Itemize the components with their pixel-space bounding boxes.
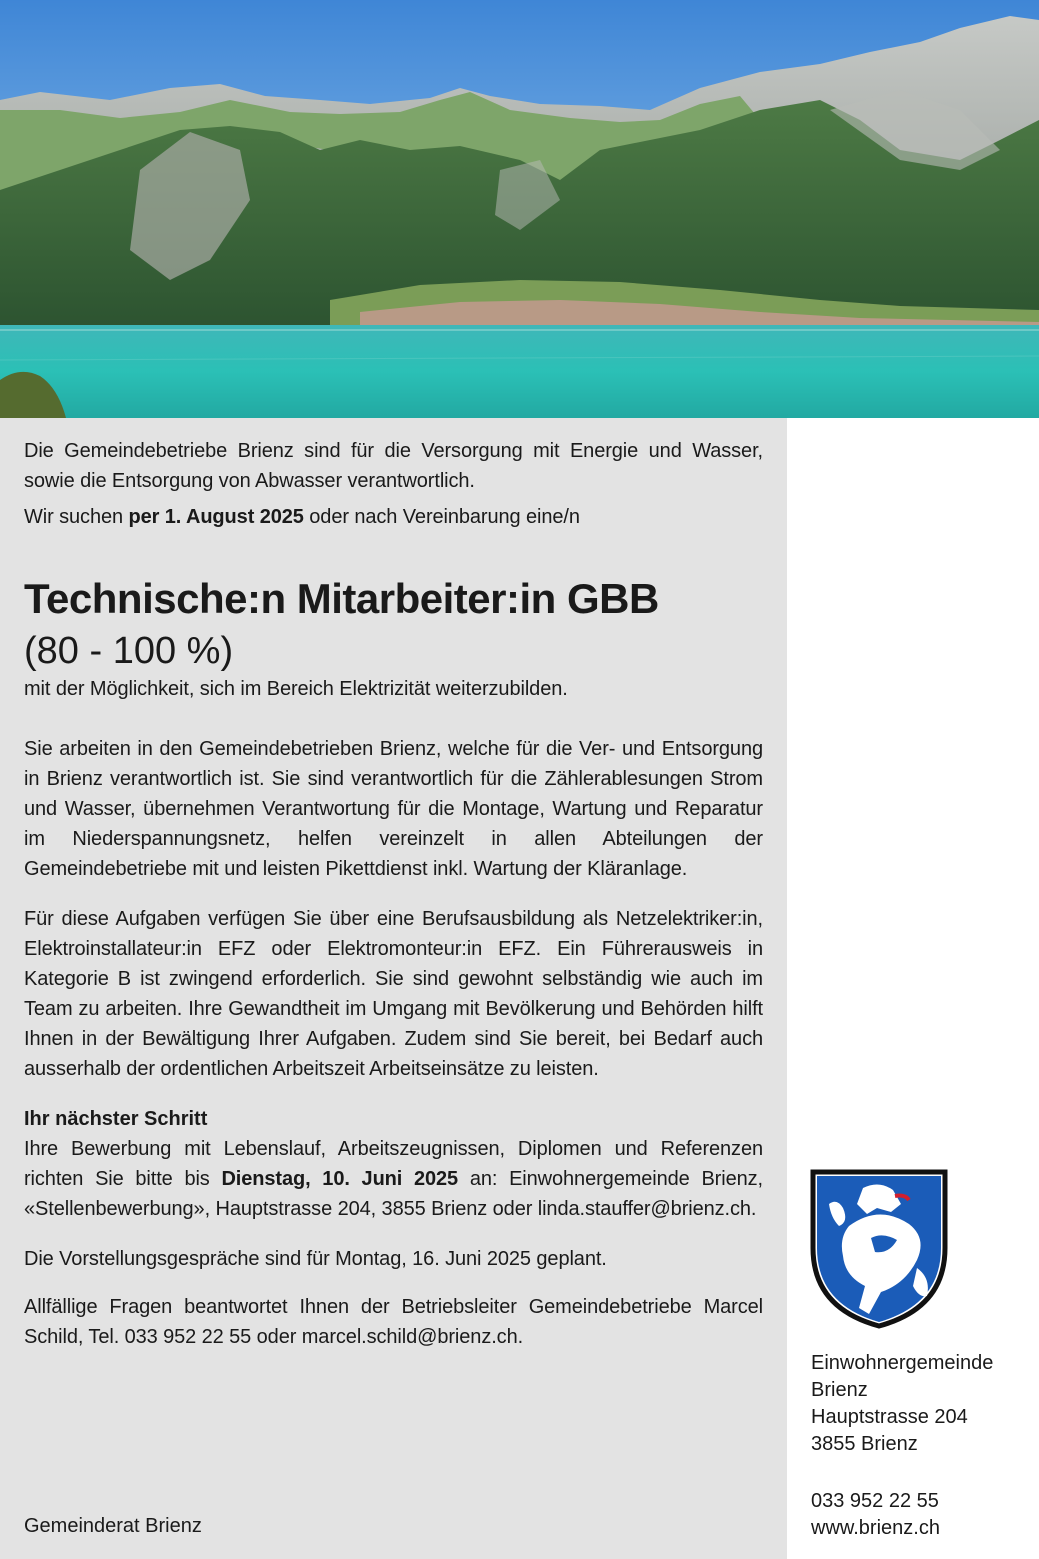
postal-city: 3855 Brienz xyxy=(811,1433,918,1455)
search-prefix: Wir suchen xyxy=(24,506,129,528)
sidebar-panel xyxy=(787,418,1039,1559)
org-name-line2: Brienz xyxy=(811,1379,868,1401)
tasks-paragraph: Sie arbeiten in den Gemeindebetrieben Brienz, welche für die Ver- und Entsorgung in Brienz verantwortlich ist. Sie sind verantwortlich für die Zählerablesungen Strom und Wasser, übernehmen Verantwortung für die Montage, Wartung und Reparatur im Niederspannungsnetz, helfen vereinzelt in allen Abteilungen der Gemeindebetriebe mit und leisten Pikettdienst inkl. Wartung der Kläranlage. xyxy=(24,738,763,880)
application-suffix: an: Einwohnergemeinde Brienz, «Stellenbewerbung», Hauptstrasse 204, 3855 Brienz oder linda.stauffer@brienz.ch. xyxy=(24,1168,763,1220)
org-name-line1: Einwohnergemeinde xyxy=(811,1352,994,1374)
application-prefix: Ihre Bewerbung mit Lebenslauf, Arbeitszeugnissen, Diplomen und Referenzen richten Sie bitte bis xyxy=(24,1138,763,1190)
contact-block xyxy=(811,1488,940,1542)
start-date: per 1. August 2025 xyxy=(128,506,304,528)
phone-number[interactable]: 033 952 22 55 xyxy=(811,1490,939,1512)
job-subline: mit der Möglichkeit, sich im Bereich Elektrizität weiterzubilden. xyxy=(24,678,568,700)
street-address: Hauptstrasse 204 xyxy=(811,1406,968,1428)
next-step-heading: Ihr nächster Schritt xyxy=(24,1108,208,1130)
search-line xyxy=(24,502,763,532)
address-block xyxy=(811,1350,993,1458)
requirements-paragraph: Für diese Aufgaben verfügen Sie über eine Berufsausbildung als Netzelektriker:in, Elektroinstallateur:in EFZ oder Elektromonteur:in EFZ. Ein Führerausweis in Kategorie B ist zwingend erforderlich. Sie sind gewohnt selbständig wie auch im Team zu arbeiten. Ihre Gewandtheit im Umgang mit Bevölkerung und Behörden hilft Ihnen in der Bewältigung Ihrer Aufgaben. Zudem sind Sie bereit, bei Bedarf auch ausserhalb der ordentlichen Arbeitszeit Arbeitseinsätze zu leisten. xyxy=(24,908,763,1080)
application-deadline: Dienstag, 10. Juni 2025 xyxy=(221,1168,459,1190)
signature: Gemeinderat Brienz xyxy=(24,1515,202,1537)
questions-paragraph: Allfällige Fragen beantwortet Ihnen der Betriebsleiter Gemeindebetriebe Marcel Schild, Tel. 033 952 22 55 oder marcel.schild@brienz.ch. xyxy=(24,1296,763,1348)
intro-paragraph: Die Gemeindebetriebe Brienz sind für die Versorgung mit Energie und Wasser, sowie die Entsorgung von Abwasser verantwortlich. xyxy=(24,440,763,492)
job-title: Technische:n Mitarbeiter:in GBB xyxy=(24,575,659,622)
main-content-panel xyxy=(0,418,787,1559)
application-paragraph xyxy=(24,1134,763,1224)
search-suffix: oder nach Vereinbarung eine/n xyxy=(303,506,580,528)
website-link[interactable]: www.brienz.ch xyxy=(811,1517,940,1539)
brienz-coat-of-arms-icon xyxy=(809,1168,949,1330)
lake-brienz-landscape-photo xyxy=(0,0,1039,418)
job-percentage: (80 - 100 %) xyxy=(24,630,234,672)
interviews-paragraph: Die Vorstellungsgespräche sind für Montag, 16. Juni 2025 geplant. xyxy=(24,1248,607,1270)
